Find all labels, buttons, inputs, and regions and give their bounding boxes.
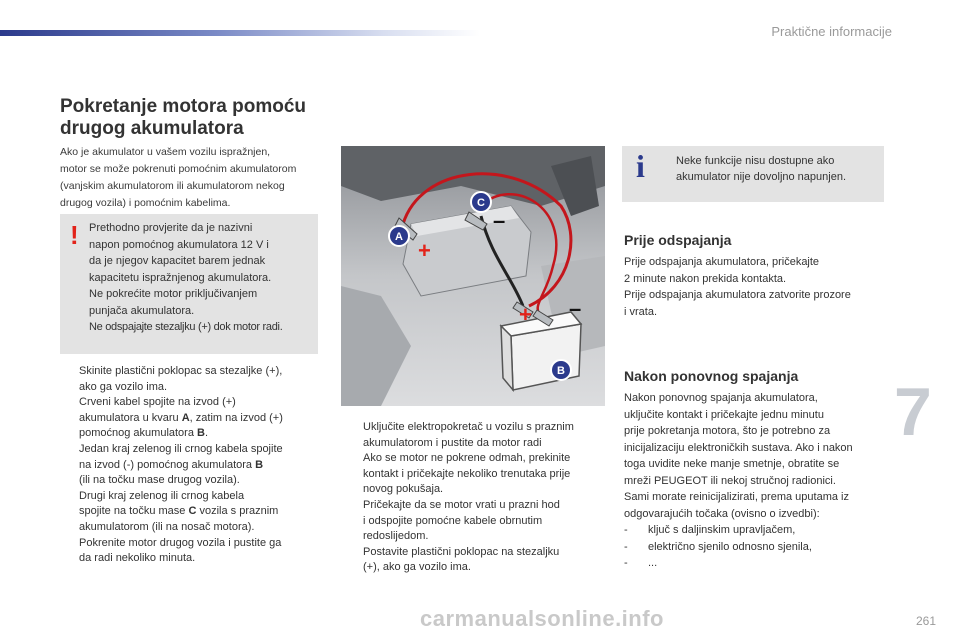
header-accent-bar	[0, 30, 480, 36]
warning-line: Prethodno provjerite da je nazivni	[89, 222, 253, 234]
info-line: akumulator nije dovoljno napunjen.	[676, 171, 847, 183]
section-title: Praktične informacije	[771, 24, 892, 39]
step-line: novog pokušaja.	[363, 483, 444, 496]
paragraph-line: Prije odspajanja akumulatora, pričekajte	[624, 256, 820, 268]
step-line: spojite na točku mase C vozila s praznim	[79, 505, 279, 518]
step-line: Postavite plastični poklopac na stezaljku	[363, 545, 560, 558]
step-line: (ili na točku mase drugog vozila).	[79, 474, 240, 487]
paragraph-line: mreži PEUGEOT ili nekoj stručnoj radionici.	[624, 474, 836, 487]
step-line: akumulatora u kvaru A, zatim na izvod (+)	[79, 411, 283, 424]
warning-box	[60, 214, 318, 354]
step-item	[344, 498, 606, 545]
paragraph-line: Sami morate reinicijalizirati, prema uputama iz	[624, 491, 849, 503]
intro-line: drugog vozila) i pomoćnim kabelima.	[60, 197, 231, 209]
title-line: Pokretanje motora pomoću	[60, 96, 306, 117]
prije-paragraph	[624, 254, 886, 320]
step-line: redoslijedom.	[363, 530, 429, 543]
paragraph-line: prije pokretanja motora, što je potrebno za	[624, 425, 831, 437]
step-line: pomoćnog akumulatora B.	[79, 427, 209, 440]
step-line: akumulatorom (ili na nosač motora).	[79, 520, 255, 533]
jump-start-diagram	[341, 146, 605, 406]
step-line: Jedan kraj zelenog ili crnog kabela spojite	[79, 442, 283, 455]
paragraph-line: 2 minute nakon prekida kontakta.	[624, 272, 787, 285]
watermark-text: carmanualsonline.info	[420, 606, 664, 631]
list-item: - ...	[624, 557, 658, 569]
info-icon: i	[636, 148, 645, 184]
intro-line: Ako je akumulator u vašem vozilu ispražnjen,	[60, 146, 271, 158]
step-line: Skinite plastični poklopac sa stezaljke (+),	[79, 365, 283, 377]
step-line: akumulatorom i pustite da motor radi	[363, 436, 542, 449]
step-line: da radi nekoliko minuta.	[79, 552, 196, 565]
info-text	[676, 153, 876, 185]
step-item	[60, 489, 316, 536]
paragraph-line: odgovarajućih točaka (ovisno o izvedbi):	[624, 507, 820, 520]
minus-symbol-empty: –	[493, 208, 506, 233]
warning-line: napon pomoćnog akumulatora 12 V i	[89, 238, 269, 251]
warning-icon: !	[70, 220, 79, 250]
step-item	[344, 420, 606, 498]
step-line: na izvod (-) pomoćnog akumulatora B	[79, 458, 264, 471]
page-number: 261	[915, 614, 936, 628]
step-item	[60, 364, 316, 395]
reinit-list	[624, 522, 886, 572]
info-box	[622, 146, 884, 202]
warning-line: Ne pokrećite motor priključivanjem	[89, 288, 258, 300]
label-c: C	[477, 197, 485, 209]
nakon-paragraph	[624, 390, 886, 572]
paragraph-line: toga uvidite neke manje smetnje, obratite se	[624, 458, 840, 470]
list-item: - električno sjenilo odnosno sjenila,	[624, 540, 812, 553]
step-line: kontakt i pričekajte nekoliko trenutaka prije	[363, 467, 571, 480]
warning-line: kapacitetu ispražnjenog akumulatora.	[89, 271, 272, 284]
warning-text	[89, 220, 315, 336]
step-line: ako ga vozilo ima.	[79, 380, 168, 393]
step-item	[60, 395, 316, 442]
section-heading-nakon: Nakon ponovnog spajanja	[624, 368, 799, 384]
warning-line: punjača akumulatora.	[89, 304, 195, 317]
starting-steps	[344, 420, 606, 576]
title-line: drugog akumulatora	[60, 118, 244, 139]
info-line: Neke funkcije nisu dostupne ako	[676, 155, 835, 167]
step-item	[60, 536, 316, 567]
battery-booster	[501, 312, 581, 390]
step-line: i odspojite pomoćne kabele obrnutim	[363, 514, 543, 527]
step-line: Crveni kabel spojite na izvod (+)	[79, 396, 236, 409]
step-item	[344, 545, 606, 576]
list-item: - ključ s daljinskim upravljačem,	[624, 524, 796, 536]
step-item	[60, 442, 316, 489]
step-line: Ako se motor ne pokrene odmah, prekinite	[363, 452, 571, 465]
step-line: Uključite elektropokretač u vozilu s praznim	[363, 421, 574, 433]
paragraph-line: inicijalizaciju elektroničkih sustava. Ako i nakon	[624, 441, 853, 454]
intro-line: motor se može pokrenuti pomoćnim akumulatorom	[60, 163, 297, 175]
label-a: A	[395, 231, 403, 243]
warning-line: Ne odspajajte stezaljku (+) dok motor radi.	[89, 321, 283, 333]
warning-line: da je njegov kapacitet barem jednak	[89, 255, 266, 267]
minus-symbol-booster: –	[569, 296, 582, 321]
step-line: Drugi kraj zelenog ili crnog kabela	[79, 489, 245, 502]
paragraph-line: Nakon ponovnog spajanja akumulatora,	[624, 392, 818, 404]
intro-line: (vanjskim akumulatorom ili akumulatorom nekog	[60, 180, 285, 192]
step-line: (+), ako ga vozilo ima.	[363, 561, 471, 574]
page-title	[60, 96, 330, 140]
section-heading-prije: Prije odspajanja	[624, 232, 732, 248]
intro-paragraph	[60, 144, 322, 212]
label-b: B	[557, 365, 565, 377]
paragraph-line: i vrata.	[624, 305, 658, 318]
chapter-number: 7	[894, 374, 932, 450]
paragraph-line: Prije odspajanja akumulatora zatvorite prozore	[624, 289, 851, 301]
step-line: Pričekajte da se motor vrati u prazni hod	[363, 498, 560, 511]
paragraph-line: uključite kontakt i pričekajte jednu minutu	[624, 408, 824, 421]
plus-symbol-booster: +	[519, 302, 532, 327]
plus-symbol-empty: +	[418, 238, 431, 263]
connection-steps	[60, 364, 316, 567]
step-line: Pokrenite motor drugog vozila i pustite ga	[79, 536, 282, 549]
